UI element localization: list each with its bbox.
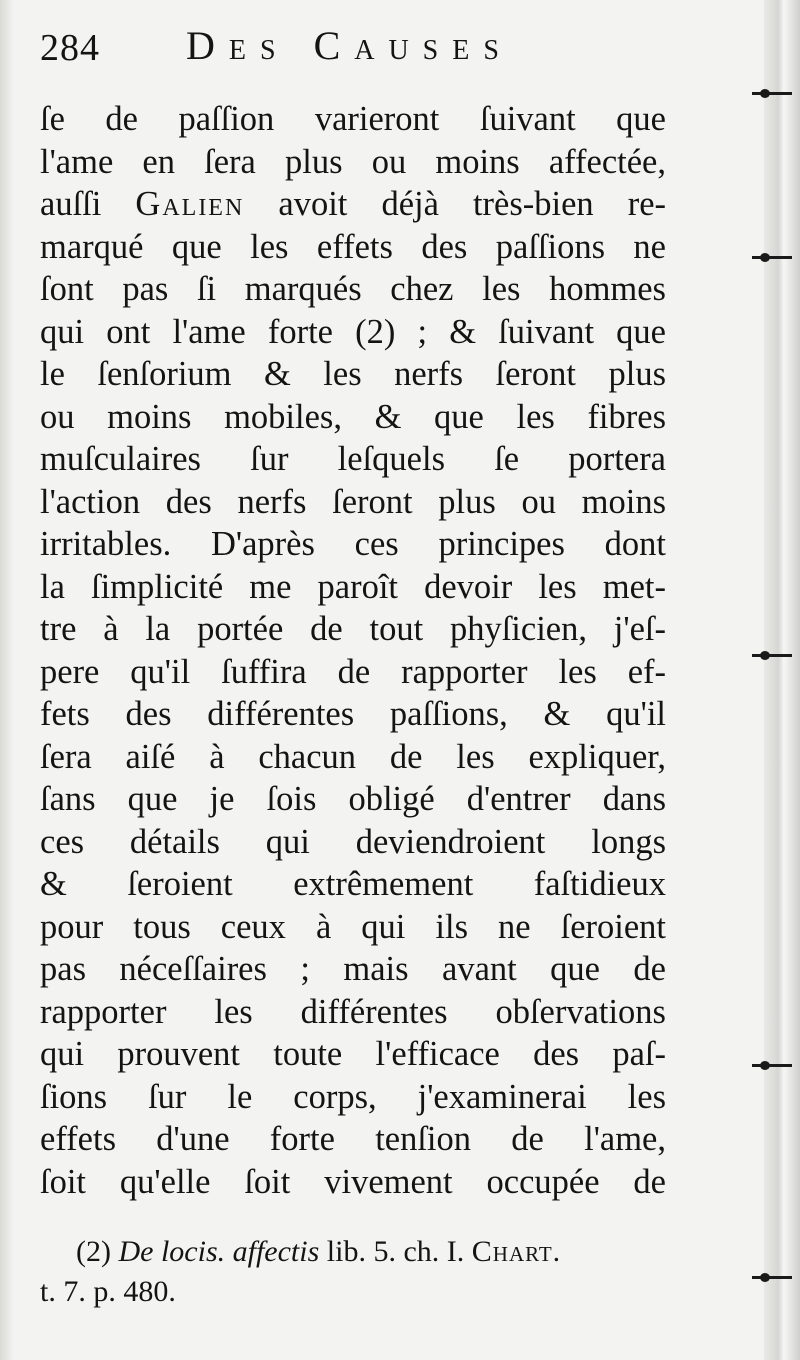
footnote-line	[40, 1232, 666, 1272]
text-line	[40, 183, 666, 226]
footnote-title: De locis. affectis	[118, 1235, 320, 1268]
text-line: & ſeroient extrêmement faſtidieux	[40, 865, 666, 903]
binding-thread	[752, 1064, 792, 1067]
text-line: fets des différentes paſſions, & qu'il	[40, 695, 666, 733]
page-header	[40, 18, 680, 78]
text-line: le ſenſorium & les nerfs ſeront plus	[40, 355, 666, 393]
footnote-author: Chart.	[471, 1235, 562, 1268]
footnote	[40, 1232, 666, 1312]
text-line: rapporter les différentes obſervations	[40, 992, 666, 1031]
text-line: ces détails qui deviendroient longs	[40, 822, 666, 861]
author-name: Galien	[135, 185, 245, 223]
text-line: ſera aiſé à chacun de les expliquer,	[40, 737, 666, 776]
binding-thread	[752, 256, 792, 259]
book-binding-edge	[764, 0, 800, 1360]
text-fragment: avoit déjà très-bien re-	[278, 185, 667, 223]
text-fragment: auſſi	[40, 185, 102, 223]
footnote-line: t. 7. p. 480.	[40, 1275, 176, 1308]
text-line: qui ont l'ame forte (2) ; & ſuivant que	[40, 312, 666, 351]
footnote-ref: lib. 5. ch. I.	[326, 1235, 465, 1268]
text-line: qui prouvent toute l'efficace des paſ-	[40, 1035, 666, 1073]
text-line: pour tous ceux à qui ils ne ſeroient	[40, 907, 666, 946]
text-line: effets d'une forte tenſion de l'ame,	[40, 1120, 666, 1158]
running-head: Des Causes	[186, 23, 513, 68]
binding-thread	[752, 92, 792, 95]
text-line: l'ame en ſera plus ou moins affectée,	[40, 142, 666, 181]
text-line: l'action des nerfs ſeront plus ou moins	[40, 482, 666, 521]
text-line: la ſimplicité me paroît devoir les met-	[40, 567, 666, 606]
body-text	[40, 98, 666, 1203]
text-line: ſont pas ſi marqués chez les hommes	[40, 270, 666, 308]
text-line: tre à la portée de tout phyſicien, j'eſ-	[40, 610, 666, 648]
text-line: pere qu'il ſuffira de rapporter les ef-	[40, 652, 666, 691]
page-number: 284	[40, 27, 100, 69]
text-line: ſe de paſſion varieront ſuivant que	[40, 100, 666, 138]
text-line: ſoit qu'elle ſoit vivement occupée de	[40, 1162, 666, 1201]
text-line: ſans que je ſois obligé d'entrer dans	[40, 780, 666, 818]
text-line: irritables. D'après ces principes dont	[40, 525, 666, 563]
text-line: pas néceſſaires ; mais avant que de	[40, 950, 666, 988]
text-line: ou moins mobiles, & que les fibres	[40, 397, 666, 436]
footnote-marker: (2)	[76, 1235, 111, 1268]
page-gutter-shadow	[0, 0, 14, 1360]
text-line: muſculaires ſur leſquels ſe portera	[40, 440, 666, 478]
text-line: marqué que les effets des paſſions ne	[40, 227, 666, 266]
binding-thread	[752, 654, 792, 657]
binding-thread	[752, 1276, 792, 1279]
text-line: ſions ſur le corps, j'examinerai les	[40, 1077, 666, 1116]
